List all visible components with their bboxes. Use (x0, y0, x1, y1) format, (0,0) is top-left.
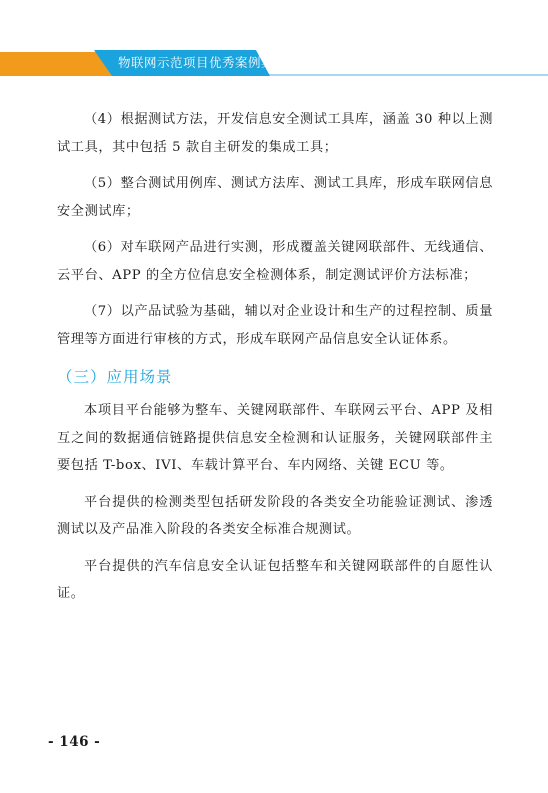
list-item: （7）以产品试验为基础，辅以对企业设计和生产的过程控制、质量管理等方面进行审核的方式，形成车联网产品信息安全认证体系。 (57, 304, 493, 347)
body-paragraph: 平台提供的汽车信息安全认证包括整车和关键网联部件的自愿性认证。 (57, 558, 493, 601)
page-number: - 146 - (48, 734, 101, 750)
list-item: （5）整合测试用例库、测试方法库、测试工具库，形成车联网信息安全测试库； (57, 176, 493, 219)
list-item: （4）根据测试方法，开发信息安全测试工具库，涵盖 30 种以上测试工具，其中包括 5 款自主研发的集成工具； (57, 112, 493, 155)
page-body (57, 106, 493, 608)
list-item: （6）对车联网产品进行实测，形成覆盖关键网联部件、无线通信、云平台、APP 的全方位信息安全检测体系，制定测试评价方法标准； (57, 240, 493, 283)
running-header-title: 物联网示范项目优秀案例集 (118, 55, 275, 70)
header-band (0, 0, 548, 78)
body-paragraph: 本项目平台能够为整车、关键网联部件、车联网云平台、APP 及相互之间的数据通信链路提供信息安全检测和认证服务，关键网联部件主要包括 T-box、IVI、车载计算平台、车内网络、关键 ECU 等。 (57, 403, 493, 473)
body-paragraph: 平台提供的检测类型包括研发阶段的各类安全功能验证测试、渗透测试以及产品准入阶段的各类安全标准合规测试。 (57, 494, 493, 537)
section-heading: （三）应用场景 (57, 368, 173, 386)
